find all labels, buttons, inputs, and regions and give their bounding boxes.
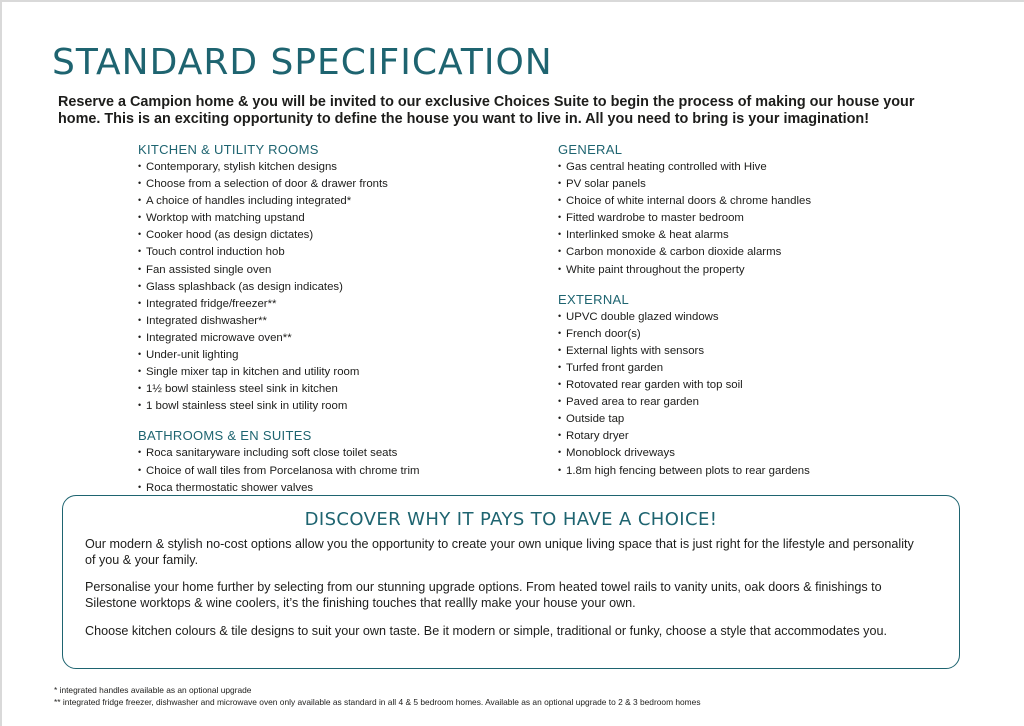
list-item: • Integrated dishwasher** [138, 312, 518, 329]
list-item: • Cooker hood (as design dictates) [138, 226, 518, 243]
left-column [138, 142, 518, 496]
list-item: • Rotovated rear garden with top soil [558, 376, 958, 393]
callout-paragraph: Personalise your home further by selecting from our stunning upgrade options. From heated towel rails to vanity units, oak doors & finishings to Silestone worktops & wine coolers, it’s the finishing touches that reallly make your house your own. [85, 580, 882, 610]
intro-paragraph: Reserve a Campion home & you will be invited to our exclusive Choices Suite to begin the process of making our house your home. This is an exciting opportunity to define the house you want to live in. All you need to bring is your imagination! [58, 94, 915, 127]
callout-paragraph: Choose kitchen colours & tile designs to suit your own taste. Be it modern or simple, traditional or funky, choose a style that accommodates you. [85, 624, 887, 638]
list-item: • Touch control induction hob [138, 243, 518, 260]
list-item: • Contemporary, stylish kitchen designs [138, 158, 518, 175]
list-item: • Outside tap [558, 410, 958, 427]
list-item: • Under-unit lighting [138, 346, 518, 363]
footnote: * integrated handles available as an optional upgrade [54, 685, 252, 695]
list-item: • Turfed front garden [558, 359, 958, 376]
list-item: • UPVC double glazed windows [558, 308, 958, 325]
bathrooms-heading: BATHROOMS & EN SUITES [138, 428, 312, 444]
list-item: • 1.8m high fencing between plots to rear gardens [558, 462, 958, 479]
list-item: • White paint throughout the property [558, 261, 958, 278]
list-item: • A choice of handles including integrated* [138, 192, 518, 209]
kitchen-heading: KITCHEN & UTILITY ROOMS [138, 142, 319, 157]
list-item: • Rotary dryer [558, 427, 958, 444]
list-item: • 1½ bowl stainless steel sink in kitchen [138, 380, 518, 397]
list-item: • Single mixer tap in kitchen and utility room [138, 363, 518, 380]
list-item: • Choice of white internal doors & chrome handles [558, 192, 958, 209]
footnote: ** integrated fridge freezer, dishwasher and microwave oven only available as standard in all 4 & 5 bedroom homes. Available as an optional upgrade to 2 & 3 bedroom homes [54, 697, 701, 707]
list-item: • Choice of wall tiles from Porcelanosa with chrome trim [138, 462, 518, 479]
list-item: • Fitted wardrobe to master bedroom [558, 209, 958, 226]
list-item: • 1 bowl stainless steel sink in utility room [138, 397, 518, 414]
list-item: • Integrated microwave oven** [138, 329, 518, 346]
list-item: • Glass splashback (as design indicates) [138, 278, 518, 295]
list-item: • Integrated fridge/freezer** [138, 295, 518, 312]
list-item: • Fan assisted single oven [138, 261, 518, 278]
list-item: • Worktop with matching upstand [138, 209, 518, 226]
list-item: • Gas central heating controlled with Hive [558, 158, 958, 175]
kitchen-list [138, 158, 518, 414]
external-list [558, 308, 958, 479]
page-title: STANDARD SPECIFICATION [52, 42, 553, 83]
callout-paragraph: Our modern & stylish no-cost options allow you the opportunity to create your own unique living space that is just right for the lifestyle and personality of you & your family. [85, 537, 914, 567]
bathrooms-list [138, 444, 518, 495]
list-item: • Roca sanitaryware including soft close toilet seats [138, 444, 518, 461]
right-column [558, 142, 958, 479]
list-item: • External lights with sensors [558, 342, 958, 359]
external-heading: EXTERNAL [558, 291, 630, 307]
list-item: • Carbon monoxide & carbon dioxide alarms [558, 243, 958, 260]
list-item: • Paved area to rear garden [558, 393, 958, 410]
general-list [558, 158, 958, 278]
list-item: • Roca thermostatic shower valves [138, 479, 518, 496]
page-left-border [0, 0, 2, 726]
callout-title: DISCOVER WHY IT PAYS TO HAVE A CHOICE! [304, 509, 718, 530]
general-heading: GENERAL [558, 142, 623, 157]
list-item: • Interlinked smoke & heat alarms [558, 226, 958, 243]
list-item: • French door(s) [558, 325, 958, 342]
footnotes [54, 684, 1014, 708]
list-item: • PV solar panels [558, 175, 958, 192]
list-item: • Choose from a selection of door & drawer fronts [138, 175, 518, 192]
choice-callout-box [62, 495, 960, 669]
list-item: • Monoblock driveways [558, 444, 958, 461]
page-top-border [0, 0, 1024, 2]
